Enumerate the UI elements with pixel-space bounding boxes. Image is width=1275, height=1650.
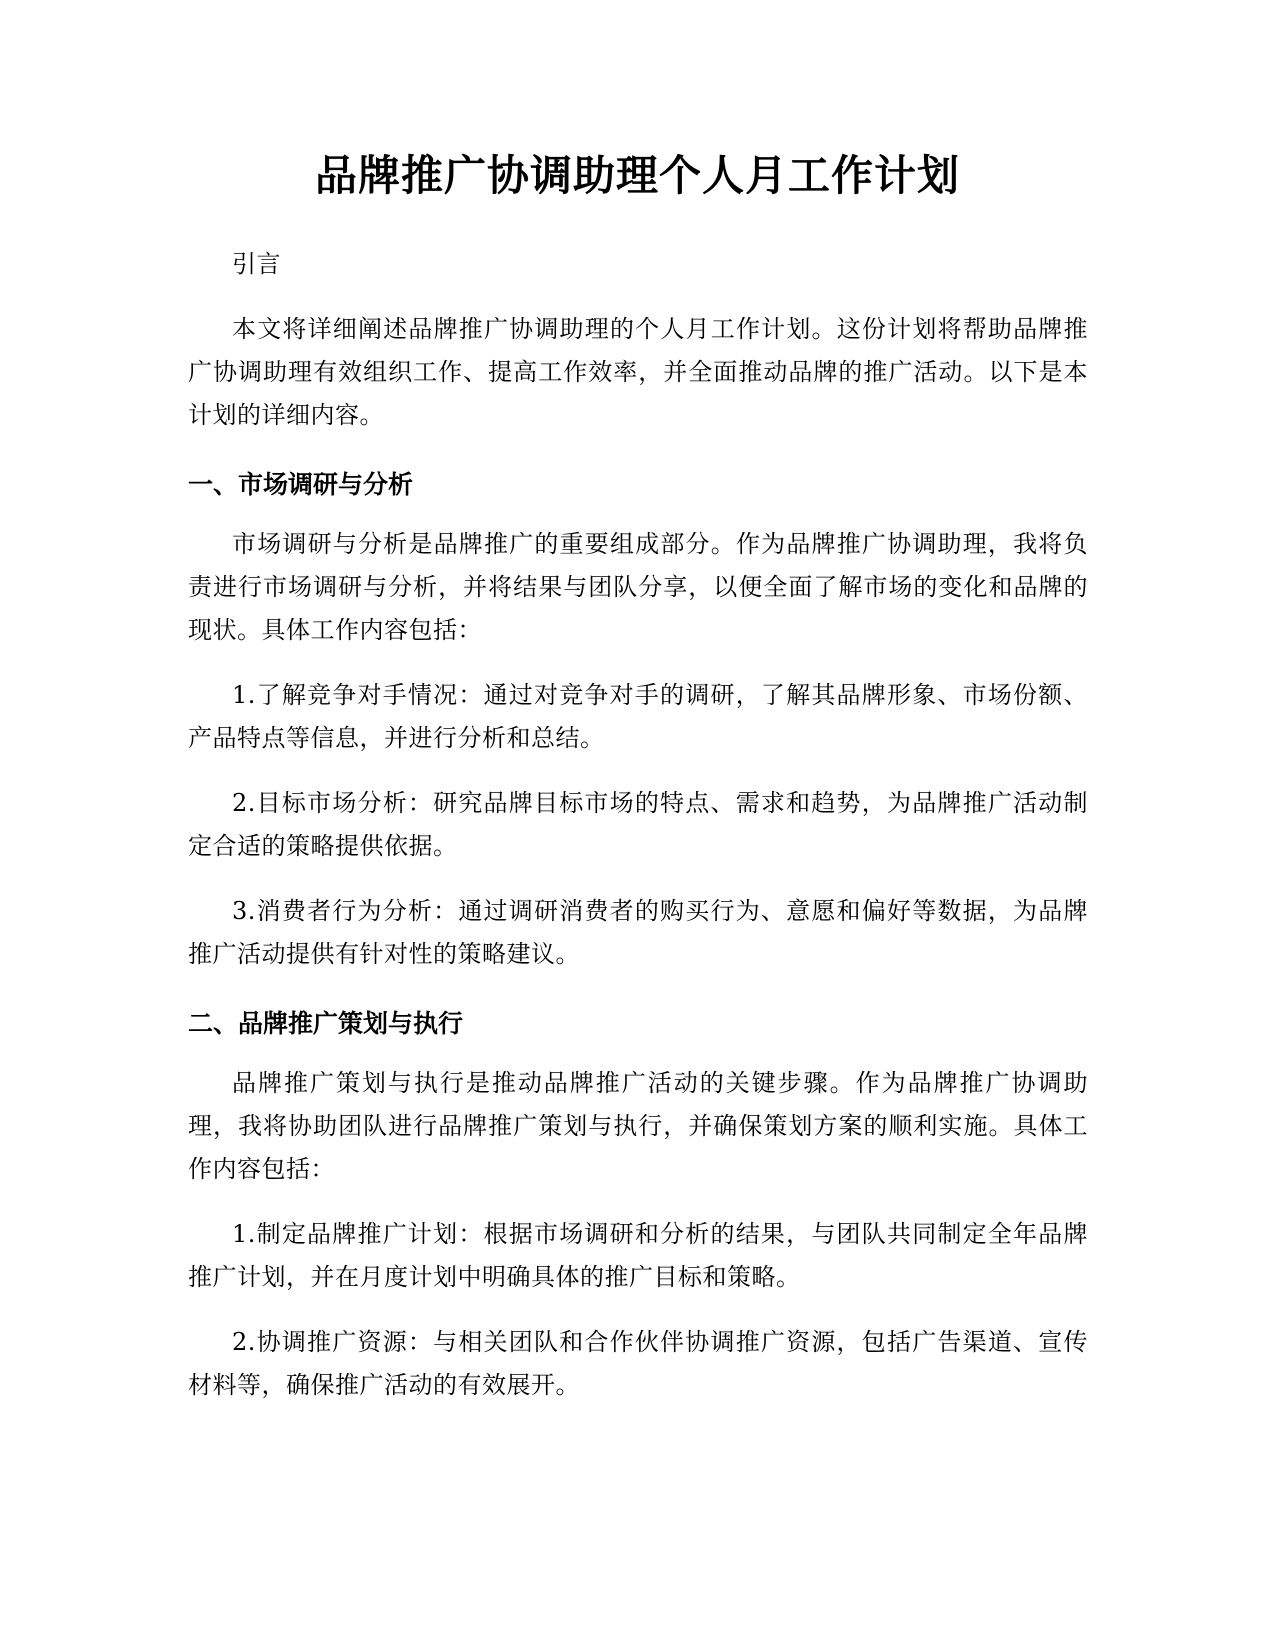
document-title: 品牌推广协调助理个人月工作计划 <box>314 151 960 200</box>
intro-label: 引言 <box>232 250 281 278</box>
section-heading-brand-planning: 二、品牌推广策划与执行 <box>188 1009 464 1038</box>
section-heading-market-research: 一、市场调研与分析 <box>188 470 414 499</box>
document-body <box>188 243 1088 1429</box>
intro-paragraph: 本文将详细阐述品牌推广协调助理的个人月工作计划。这份计划将帮助品牌推广协调助理有效组织工作、提高工作效率，并全面推动品牌的推广活动。以下是本计划的详细内容。 <box>188 315 1088 429</box>
section-1-paragraph-3: 2.目标市场分析：研究品牌目标市场的特点、需求和趋势，为品牌推广活动制定合适的策略提供依据。 <box>188 789 1088 860</box>
section-2-paragraph-1: 品牌推广策划与执行是推动品牌推广活动的关键步骤。作为品牌推广协调助理，我将协助团队进行品牌推广策划与执行，并确保策划方案的顺利实施。具体工作内容包括： <box>188 1069 1088 1183</box>
section-2-paragraph-3: 2.协调推广资源：与相关团队和合作伙伴协调推广资源，包括广告渠道、宣传材料等，确保推广活动的有效展开。 <box>188 1328 1088 1399</box>
section-1-paragraph-4: 3.消费者行为分析：通过调研消费者的购买行为、意愿和偏好等数据，为品牌推广活动提供有针对性的策略建议。 <box>188 897 1088 968</box>
section-1-paragraph-2: 1.了解竞争对手情况：通过对竞争对手的调研，了解其品牌形象、市场份额、产品特点等信息，并进行分析和总结。 <box>188 681 1088 752</box>
section-2-paragraph-2: 1.制定品牌推广计划：根据市场调研和分析的结果，与团队共同制定全年品牌推广计划，并在月度计划中明确具体的推广目标和策略。 <box>188 1220 1088 1291</box>
section-1-paragraph-1: 市场调研与分析是品牌推广的重要组成部分。作为品牌推广协调助理，我将负责进行市场调研与分析，并将结果与团队分享，以便全面了解市场的变化和品牌的现状。具体工作内容包括： <box>188 530 1088 644</box>
